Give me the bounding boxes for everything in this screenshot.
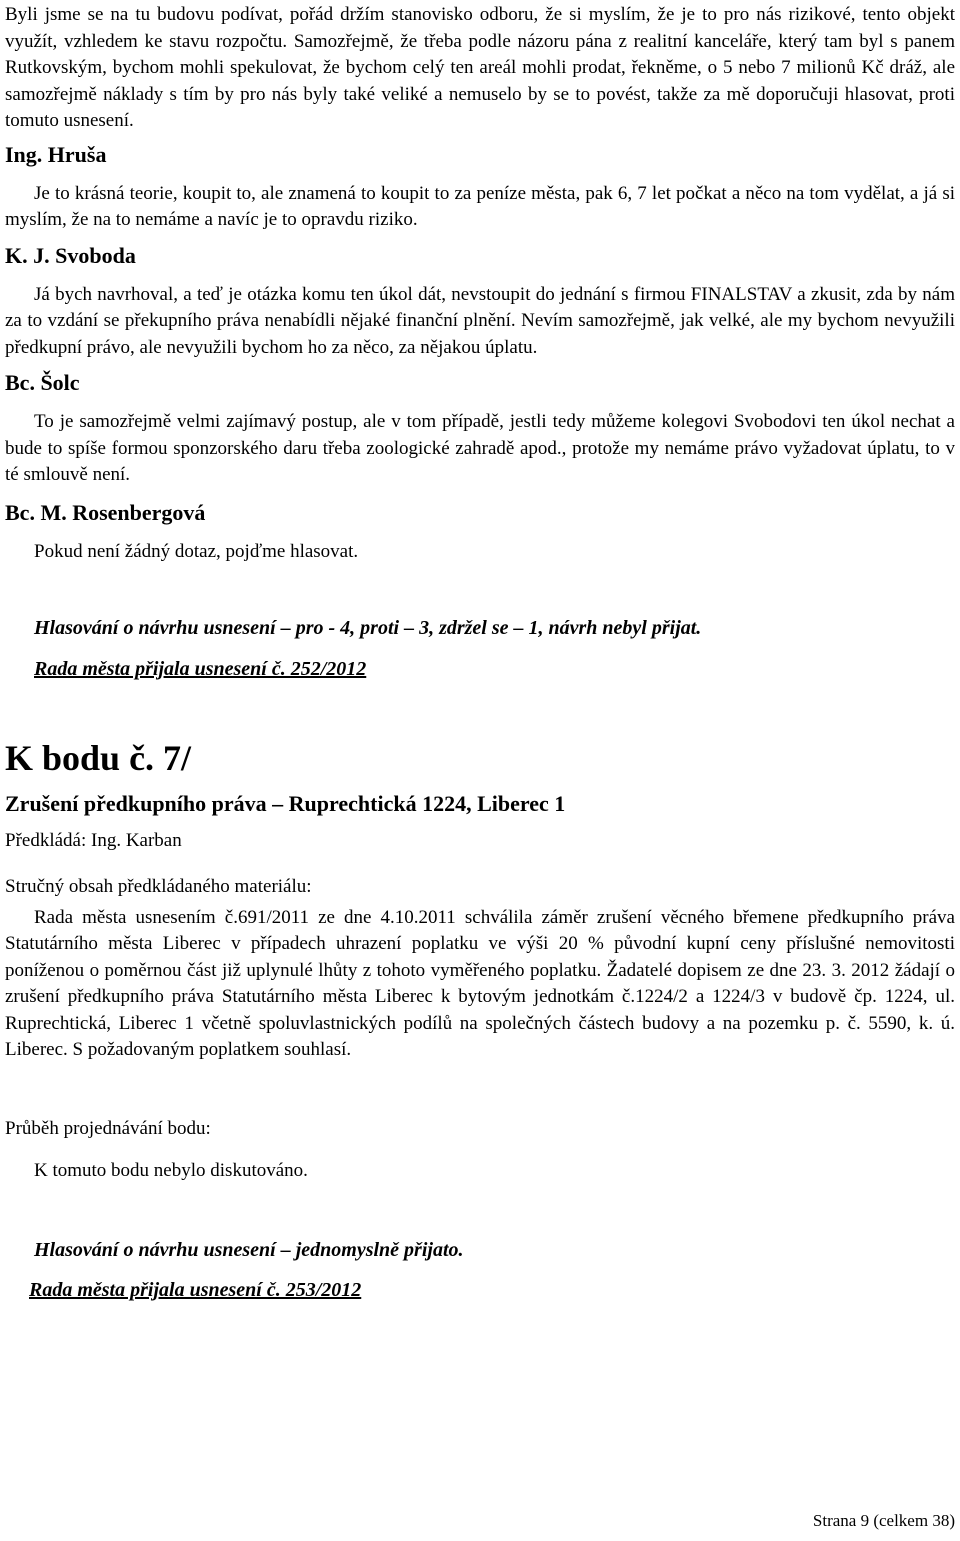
item-heading: K bodu č. 7/ (5, 738, 192, 778)
speech-text: To je samozřejmě velmi zajímavý postup, ale v tom případě, jestli tedy můžeme kolegovi Svobodovi ten úkol nechat a bude to spíše formou sponzorského daru třeba zoologické zahradě apod., protože my nemáme právo vyžadovat úplatu, to v té smlouvě není. (5, 411, 955, 485)
speech-text: Pokud není žádný dotaz, pojďme hlasovat. (34, 540, 359, 562)
resolution-line: Rada města přijala usnesení č. 253/2012 (29, 1279, 362, 1301)
speaker-name: Bc. M. Rosenbergová (5, 499, 206, 525)
discussion-text: K tomuto bodu nebylo diskutováno. (34, 1160, 308, 1181)
speaker-name: Ing. Hruša (5, 141, 107, 167)
page-footer: Strana 9 (celkem 38) (812, 1511, 955, 1530)
intro-paragraph: Byli jsme se na tu budovu podívat, pořád držím stanovisko odboru, že si myslím, že je to pro nás rizikové, tento objekt využít, vzhledem ke stavu rozpočtu. Samozřejmě, že třeba podle názoru pána z realitní kanceláře, který tam byl s panem Rutkovským, bychom mohli spekulovat, že bychom celý ten areál mohli prodat, řekněme, o 5 nebo 7 milionů Kč dráž, ale samozřejmě náklady s tím by pro nás byly také veliké a nemuselo by se to povést, takže za mě doporučuji hlasovat, proti tomuto usnesení. (5, 4, 955, 131)
speech-text: Je to krásná teorie, koupit to, ale znamená to koupit to za peníze města, pak 6, 7 let počkat a něco na tom vydělat, a já si myslím, že na to nemáme a navíc je to opravdu riziko. (5, 182, 955, 230)
resolution-line: Rada města přijala usnesení č. 252/2012 (34, 657, 367, 680)
speaker-name: K. J. Svoboda (5, 242, 136, 268)
vote-result: Hlasování o návrhu usnesení – jednomyslně přijato. (34, 1238, 464, 1261)
item-title: Zrušení předkupního práva – Ruprechtická 1224, Liberec 1 (5, 791, 566, 816)
discussion-label: Průběh projednávání bodu: (5, 1117, 211, 1139)
speaker-name: Bc. Šolc (5, 370, 80, 395)
presenter-line: Předkládá: Ing. Karban (5, 829, 182, 851)
speech-text: Já bych navrhoval, a teď je otázka komu ten úkol dát, nevstoupit do jednání s firmou FINALSTAV a zkusit, zda by nám za to vzdání se překupního práva nenabídli nějaké finanční plnění. Nevím samozřejmě, jak velké, ale my bychom nevyužili předkupní právo, ale nevyužili bychom ho za něco, za nějakou úplatu. (5, 283, 955, 358)
summary-label: Stručný obsah předkládaného materiálu: (5, 876, 312, 897)
summary-text: Rada města usnesením č.691/2011 ze dne 4.10.2011 schválila záměr zrušení věcného břemene předkupního práva Statutárního města Liberec v případech uhrazení poplatku ve výši 20 % původní kupní ceny příslušné nemovitosti poníženou o poměrnou část již uplynulé lhůty z tohoto vyměřeného poplatku. Žadatelé dopisem ze dne 23. 3. 2012 žádají o zrušení předkupního práva Statutárního města Liberec k bytovým jednotkám č.1224/2 a 1224/3 v budově čp. 1224, ul. Ruprechtická, Liberec 1 včetně spoluvlastnických podílů na společných částech budovy a na pozemku p. č. 5590, k. ú. Liberec. S požadovaným poplatkem souhlasí. (5, 906, 955, 1060)
vote-result: Hlasování o návrhu usnesení – pro - 4, proti – 3, zdržel se – 1, návrh nebyl přijat. (34, 617, 702, 639)
document-page (5, 0, 955, 1305)
